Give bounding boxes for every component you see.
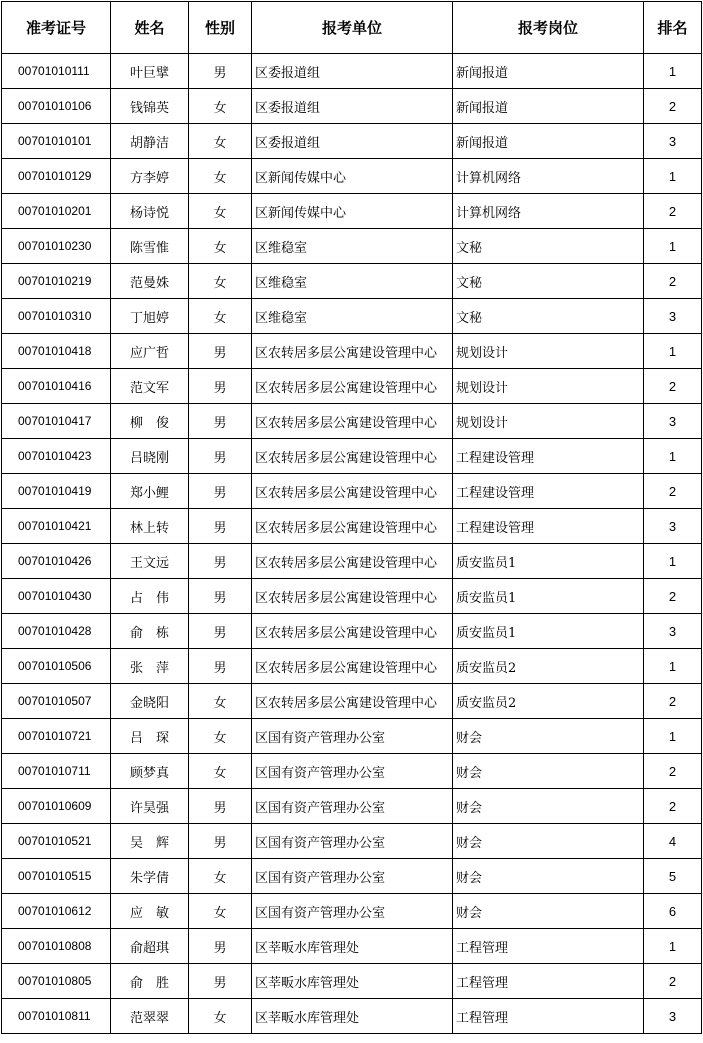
- name-cell: 范文军: [111, 369, 189, 404]
- rank-cell: 1: [644, 54, 702, 89]
- rank-cell: 2: [644, 264, 702, 299]
- table-row: [2, 789, 702, 824]
- table-row: [2, 474, 702, 509]
- unit-cell: 区国有资产管理办公室: [252, 719, 453, 754]
- gender-cell: 女: [189, 194, 252, 229]
- post-cell: 新闻报道: [453, 124, 644, 159]
- name-cell: 丁旭婷: [111, 299, 189, 334]
- table-row: [2, 54, 702, 89]
- unit-cell: 区莘畈水库管理处: [252, 929, 453, 964]
- exam-id-cell: 00701010423: [2, 439, 111, 474]
- rank-cell: 3: [644, 404, 702, 439]
- post-cell: 质安监员2: [453, 649, 644, 684]
- post-cell: 财会: [453, 859, 644, 894]
- gender-cell: 男: [189, 439, 252, 474]
- table-row: [2, 404, 702, 439]
- name-cell: 俞 栋: [111, 614, 189, 649]
- name-cell: 吕 琛: [111, 719, 189, 754]
- exam-id-cell: 00701010101: [2, 124, 111, 159]
- exam-id-cell: 00701010416: [2, 369, 111, 404]
- rank-cell: 2: [644, 754, 702, 789]
- table-row: [2, 334, 702, 369]
- rank-cell: 5: [644, 859, 702, 894]
- exam-id-cell: 00701010808: [2, 929, 111, 964]
- post-cell: 新闻报道: [453, 89, 644, 124]
- post-cell: 财会: [453, 824, 644, 859]
- table-row: [2, 859, 702, 894]
- gender-cell: 男: [189, 649, 252, 684]
- unit-cell: 区国有资产管理办公室: [252, 894, 453, 929]
- post-cell: 规划设计: [453, 404, 644, 439]
- rank-cell: 4: [644, 824, 702, 859]
- unit-cell: 区委报道组: [252, 89, 453, 124]
- rank-cell: 6: [644, 894, 702, 929]
- gender-cell: 男: [189, 404, 252, 439]
- unit-cell: 区农转居多层公寓建设管理中心: [252, 579, 453, 614]
- unit-cell: 区农转居多层公寓建设管理中心: [252, 334, 453, 369]
- exam-id-cell: 00701010106: [2, 89, 111, 124]
- gender-cell: 男: [189, 789, 252, 824]
- name-cell: 胡静洁: [111, 124, 189, 159]
- rank-cell: 2: [644, 89, 702, 124]
- gender-cell: 女: [189, 859, 252, 894]
- exam-id-cell: 00701010521: [2, 824, 111, 859]
- unit-cell: 区莘畈水库管理处: [252, 964, 453, 999]
- name-cell: 朱学倩: [111, 859, 189, 894]
- post-cell: 质安监员1: [453, 579, 644, 614]
- gender-cell: 女: [189, 264, 252, 299]
- unit-cell: 区维稳室: [252, 229, 453, 264]
- post-cell: 质安监员1: [453, 614, 644, 649]
- gender-cell: 男: [189, 544, 252, 579]
- unit-cell: 区国有资产管理办公室: [252, 824, 453, 859]
- exam-id-cell: 00701010201: [2, 194, 111, 229]
- rank-cell: 3: [644, 999, 702, 1034]
- unit-cell: 区委报道组: [252, 54, 453, 89]
- table-row: [2, 544, 702, 579]
- post-cell: 计算机网络: [453, 194, 644, 229]
- rank-cell: 2: [644, 369, 702, 404]
- rank-cell: 1: [644, 334, 702, 369]
- exam-id-cell: 00701010430: [2, 579, 111, 614]
- gender-cell: 男: [189, 579, 252, 614]
- post-cell: 财会: [453, 719, 644, 754]
- gender-cell: 女: [189, 299, 252, 334]
- rank-cell: 3: [644, 509, 702, 544]
- post-cell: 新闻报道: [453, 54, 644, 89]
- post-cell: 工程管理: [453, 929, 644, 964]
- table-row: [2, 824, 702, 859]
- exam-id-cell: 00701010426: [2, 544, 111, 579]
- table-header: [2, 2, 702, 54]
- name-cell: 陈雪惟: [111, 229, 189, 264]
- table-row: [2, 614, 702, 649]
- post-cell: 工程建设管理: [453, 474, 644, 509]
- table-row: [2, 894, 702, 929]
- gender-cell: 女: [189, 89, 252, 124]
- name-cell: 王文远: [111, 544, 189, 579]
- exam-id-cell: 00701010515: [2, 859, 111, 894]
- table-row: [2, 124, 702, 159]
- unit-cell: 区农转居多层公寓建设管理中心: [252, 369, 453, 404]
- rank-cell: 1: [644, 649, 702, 684]
- exam-id-cell: 00701010310: [2, 299, 111, 334]
- gender-cell: 女: [189, 229, 252, 264]
- table-row: [2, 194, 702, 229]
- rank-cell: 2: [644, 789, 702, 824]
- unit-cell: 区农转居多层公寓建设管理中心: [252, 439, 453, 474]
- post-cell: 规划设计: [453, 369, 644, 404]
- rank-cell: 1: [644, 229, 702, 264]
- post-cell: 财会: [453, 789, 644, 824]
- name-cell: 吕晓刚: [111, 439, 189, 474]
- exam-id-cell: 00701010230: [2, 229, 111, 264]
- table-row: [2, 719, 702, 754]
- exam-id-cell: 00701010811: [2, 999, 111, 1034]
- unit-cell: 区农转居多层公寓建设管理中心: [252, 684, 453, 719]
- name-cell: 范曼姝: [111, 264, 189, 299]
- table-row: [2, 439, 702, 474]
- exam-id-cell: 00701010805: [2, 964, 111, 999]
- header-name: 姓名: [111, 2, 189, 54]
- exam-id-cell: 00701010609: [2, 789, 111, 824]
- name-cell: 应 敏: [111, 894, 189, 929]
- name-cell: 林上转: [111, 509, 189, 544]
- unit-cell: 区农转居多层公寓建设管理中心: [252, 474, 453, 509]
- unit-cell: 区国有资产管理办公室: [252, 754, 453, 789]
- post-cell: 工程管理: [453, 999, 644, 1034]
- gender-cell: 男: [189, 334, 252, 369]
- exam-id-cell: 00701010421: [2, 509, 111, 544]
- name-cell: 应广哲: [111, 334, 189, 369]
- exam-id-cell: 00701010711: [2, 754, 111, 789]
- post-cell: 计算机网络: [453, 159, 644, 194]
- exam-id-cell: 00701010507: [2, 684, 111, 719]
- exam-id-cell: 00701010129: [2, 159, 111, 194]
- unit-cell: 区农转居多层公寓建设管理中心: [252, 614, 453, 649]
- name-cell: 郑小鲤: [111, 474, 189, 509]
- unit-cell: 区维稳室: [252, 264, 453, 299]
- unit-cell: 区新闻传媒中心: [252, 194, 453, 229]
- header-gender: 性别: [189, 2, 252, 54]
- exam-id-cell: 00701010721: [2, 719, 111, 754]
- post-cell: 文秘: [453, 264, 644, 299]
- post-cell: 工程管理: [453, 964, 644, 999]
- unit-cell: 区国有资产管理办公室: [252, 859, 453, 894]
- unit-cell: 区农转居多层公寓建设管理中心: [252, 509, 453, 544]
- gender-cell: 女: [189, 754, 252, 789]
- table-row: [2, 649, 702, 684]
- exam-id-cell: 00701010428: [2, 614, 111, 649]
- rank-cell: 1: [644, 719, 702, 754]
- rank-cell: 2: [644, 194, 702, 229]
- rank-cell: 3: [644, 614, 702, 649]
- rank-cell: 3: [644, 299, 702, 334]
- name-cell: 金晓阳: [111, 684, 189, 719]
- name-cell: 吴 辉: [111, 824, 189, 859]
- unit-cell: 区莘畈水库管理处: [252, 999, 453, 1034]
- header-exam-id: 准考证号: [2, 2, 111, 54]
- gender-cell: 男: [189, 824, 252, 859]
- gender-cell: 女: [189, 159, 252, 194]
- unit-cell: 区农转居多层公寓建设管理中心: [252, 404, 453, 439]
- name-cell: 许昊强: [111, 789, 189, 824]
- unit-cell: 区农转居多层公寓建设管理中心: [252, 649, 453, 684]
- post-cell: 质安监员2: [453, 684, 644, 719]
- header-row: [2, 2, 702, 54]
- rank-cell: 2: [644, 684, 702, 719]
- rank-cell: 2: [644, 474, 702, 509]
- table-row: [2, 264, 702, 299]
- name-cell: 叶巨擘: [111, 54, 189, 89]
- header-rank: 排名: [644, 2, 702, 54]
- table-row: [2, 579, 702, 614]
- post-cell: 工程建设管理: [453, 439, 644, 474]
- name-cell: 俞 胜: [111, 964, 189, 999]
- gender-cell: 男: [189, 474, 252, 509]
- unit-cell: 区农转居多层公寓建设管理中心: [252, 544, 453, 579]
- gender-cell: 女: [189, 684, 252, 719]
- rank-cell: 1: [644, 544, 702, 579]
- post-cell: 财会: [453, 894, 644, 929]
- gender-cell: 女: [189, 124, 252, 159]
- rank-cell: 2: [644, 964, 702, 999]
- rank-cell: 1: [644, 439, 702, 474]
- name-cell: 钱锦英: [111, 89, 189, 124]
- name-cell: 杨诗悦: [111, 194, 189, 229]
- name-cell: 占 伟: [111, 579, 189, 614]
- gender-cell: 男: [189, 509, 252, 544]
- post-cell: 文秘: [453, 229, 644, 264]
- gender-cell: 女: [189, 999, 252, 1034]
- gender-cell: 男: [189, 929, 252, 964]
- post-cell: 质安监员1: [453, 544, 644, 579]
- rank-cell: 1: [644, 159, 702, 194]
- table-row: [2, 299, 702, 334]
- exam-id-cell: 00701010612: [2, 894, 111, 929]
- table-row: [2, 509, 702, 544]
- exam-id-cell: 00701010417: [2, 404, 111, 439]
- table-row: [2, 964, 702, 999]
- table-row: [2, 369, 702, 404]
- table-body: [2, 54, 702, 1034]
- exam-id-cell: 00701010111: [2, 54, 111, 89]
- gender-cell: 女: [189, 719, 252, 754]
- table-row: [2, 159, 702, 194]
- rank-cell: 2: [644, 579, 702, 614]
- name-cell: 张 萍: [111, 649, 189, 684]
- gender-cell: 女: [189, 894, 252, 929]
- table-row: [2, 89, 702, 124]
- table-row: [2, 684, 702, 719]
- name-cell: 柳 俊: [111, 404, 189, 439]
- candidate-ranking-table: [1, 1, 702, 1034]
- exam-id-cell: 00701010419: [2, 474, 111, 509]
- table-row: [2, 754, 702, 789]
- exam-id-cell: 00701010418: [2, 334, 111, 369]
- gender-cell: 男: [189, 54, 252, 89]
- table-row: [2, 929, 702, 964]
- post-cell: 文秘: [453, 299, 644, 334]
- header-post: 报考岗位: [453, 2, 644, 54]
- table-row: [2, 999, 702, 1034]
- name-cell: 俞超琪: [111, 929, 189, 964]
- unit-cell: 区维稳室: [252, 299, 453, 334]
- unit-cell: 区新闻传媒中心: [252, 159, 453, 194]
- rank-cell: 3: [644, 124, 702, 159]
- post-cell: 规划设计: [453, 334, 644, 369]
- unit-cell: 区委报道组: [252, 124, 453, 159]
- exam-id-cell: 00701010506: [2, 649, 111, 684]
- name-cell: 范翠翠: [111, 999, 189, 1034]
- rank-cell: 1: [644, 929, 702, 964]
- post-cell: 工程建设管理: [453, 509, 644, 544]
- table-row: [2, 229, 702, 264]
- post-cell: 财会: [453, 754, 644, 789]
- gender-cell: 男: [189, 369, 252, 404]
- name-cell: 方李婷: [111, 159, 189, 194]
- gender-cell: 男: [189, 964, 252, 999]
- header-unit: 报考单位: [252, 2, 453, 54]
- exam-id-cell: 00701010219: [2, 264, 111, 299]
- name-cell: 顾梦真: [111, 754, 189, 789]
- gender-cell: 男: [189, 614, 252, 649]
- unit-cell: 区国有资产管理办公室: [252, 789, 453, 824]
